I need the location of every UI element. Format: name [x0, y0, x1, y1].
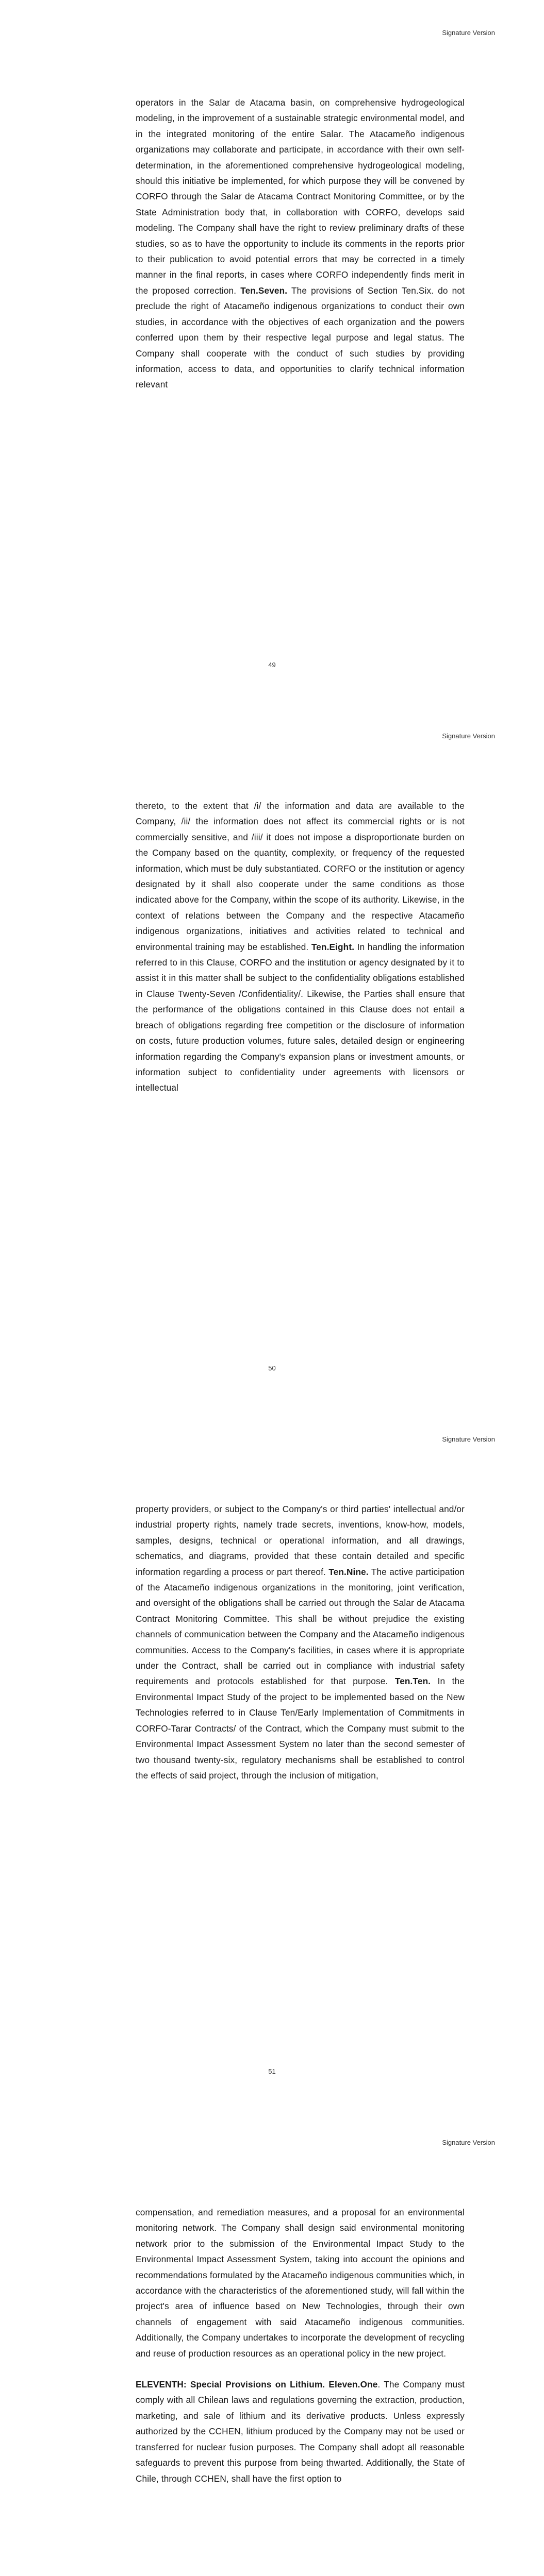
page-header: Signature Version — [442, 1435, 495, 1443]
section-heading: Ten.Seven. — [240, 285, 288, 296]
section-heading: Ten.Nine. — [328, 1566, 369, 1577]
page-body — [136, 2205, 465, 2486]
page-body — [136, 798, 465, 1096]
document-page — [0, 1406, 544, 2110]
page-header: Signature Version — [442, 732, 495, 740]
document-page — [0, 703, 544, 1406]
paragraph: property providers, or subject to the Company's or third parties' intellectual and/or industrial property rights, namely trade secrets, inventions, know-how, models, samples, designs, technical or operational information, and all drawings, schematics, and diagrams, provided that these contain detailed and specific information regarding a process or part thereof. Ten.Nine. The active participation of the Atacameño indigenous organizations in the monitoring, joint verification, and oversight of the obligations shall be carried out through the Salar de Atacama Contract Monitoring Committee. This shall be without prejudice the existing channels of communication between the Company and the Atacameño indigenous communities. Access to the Company's facilities, in cases where it is appropriate under the Contract, shall be carried out in compliance with industrial safety requirements and protocols established for that purpose. Ten.Ten. In the Environmental Impact Study of the project to be implemented based on the New Technologies referred to in Clause Ten/Early Implementation of Commitments in CORFO-Tarar Contracts/ of the Contract, which the Company must submit to the Environmental Impact Assessment System no later than the second semester of two thousand twenty-six, regulatory mechanisms shall be established to control the effects of said project, through the inclusion of mitigation, — [136, 1504, 465, 1781]
page-header: Signature Version — [442, 2139, 495, 2146]
section-heading: Ten.Eight. — [311, 941, 355, 952]
document-page — [0, 2110, 544, 2576]
paragraph: operators in the Salar de Atacama basin, on comprehensive hydrogeological modeling, in the improvement of a sustainable strategic environmental model, and in the integrated monitoring of the entire Salar. The Atacameño indigenous organizations may collaborate and participate, in accordance with their own self-determination, in the aforementioned comprehensive hydrogeological modeling, should this initiative be implemented, for which purpose they will be convened by CORFO through the Salar de Atacama Contract Monitoring Committee, or by the State Administration body that, in collaboration with CORFO, develops said modeling. The Company shall have the right to review preliminary drafts of these studies, so as to have the opportunity to include its comments in the reports prior to their publication to avoid potential errors that may be corrected in a timely manner in the final reports, in cases where CORFO independently finds merit in the proposed correction. Ten.Seven. The provisions of Section Ten.Six. do not preclude the right of Atacameño indigenous organizations to conduct their own studies, in accordance with the objectives of each organization and the powers conferred upon them by their respective legal purpose and legal status. The Company shall cooperate with the conduct of such studies by providing information, access to data, and opportunities to clarify technical information relevant — [136, 97, 465, 390]
document-page — [0, 0, 544, 703]
section-heading: ELEVENTH: Special Provisions on Lithium. Eleven.One — [136, 2379, 378, 2390]
paragraph: compensation, and remediation measures, and a proposal for an environmental monitoring network. The Company shall design said environmental monitoring network prior to the submission of the Environmental Impact Study to the Environmental Impact Assessment System, taking into account the opinions and recommendations formulated by the Atacameño indigenous communities which, in accordance with the characteristics of the aforementioned study, will fall within the project's area of influence based on New Technologies, through their own channels of engagement with said Atacameño indigenous communities. Additionally, the Company undertakes to incorporate the development of recycling and reuse of production resources as an operational policy in the new project. — [136, 2207, 465, 2359]
page-number: 51 — [268, 2067, 276, 2075]
page-body — [136, 95, 465, 393]
page-number: 49 — [268, 661, 276, 669]
section-heading: Ten.Ten. — [394, 1676, 431, 1687]
page-number: 50 — [268, 1364, 276, 1372]
page-header: Signature Version — [442, 29, 495, 37]
paragraph: thereto, to the extent that /i/ the information and data are available to the Company, /ii/ the information does not affect its commercial rights or is not commercially sensitive, and /iii/ it does not impose a disproportionate burden on the Company based on the quantity, complexity, or frequency of the requested information, which must be duly substantiated. CORFO or the institution or agency designated by it shall also cooperate under the same conditions as those indicated above for the Company, within the scope of its authority. Likewise, in the context of relations between the Company and the respective Atacameño indigenous organizations, initiatives and activities related to technical and environmental training may be established. Ten.Eight. In handling the information referred to in this Clause, CORFO and the institution or agency designated by it to assist it in this matter shall be subject to the confidentiality obligations established in Clause Twenty-Seven /Confidentiality/. Likewise, the Parties shall ensure that the performance of the obligations contained in this Clause does not entail a breach of obligations regarding free competition or the disclosure of information on costs, future production volumes, future sales, detailed design or engineering information regarding the Company's expansion plans or investment amounts, or information subject to confidentiality under agreements with licensors or intellectual — [136, 801, 465, 1093]
page-body — [136, 1501, 465, 1783]
paragraph: ELEVENTH: Special Provisions on Lithium. Eleven.One. The Company must comply with all Chilean laws and regulations governing the extraction, production, marketing, and sale of lithium and its derivative products. Unless expressly authorized by the CCHEN, lithium produced by the Company may not be used or transferred for nuclear fusion purposes. The Company shall adopt all reasonable safeguards to prevent this purpose from being thwarted. Additionally, the State of Chile, through CCHEN, shall have the first option to — [136, 2379, 465, 2484]
